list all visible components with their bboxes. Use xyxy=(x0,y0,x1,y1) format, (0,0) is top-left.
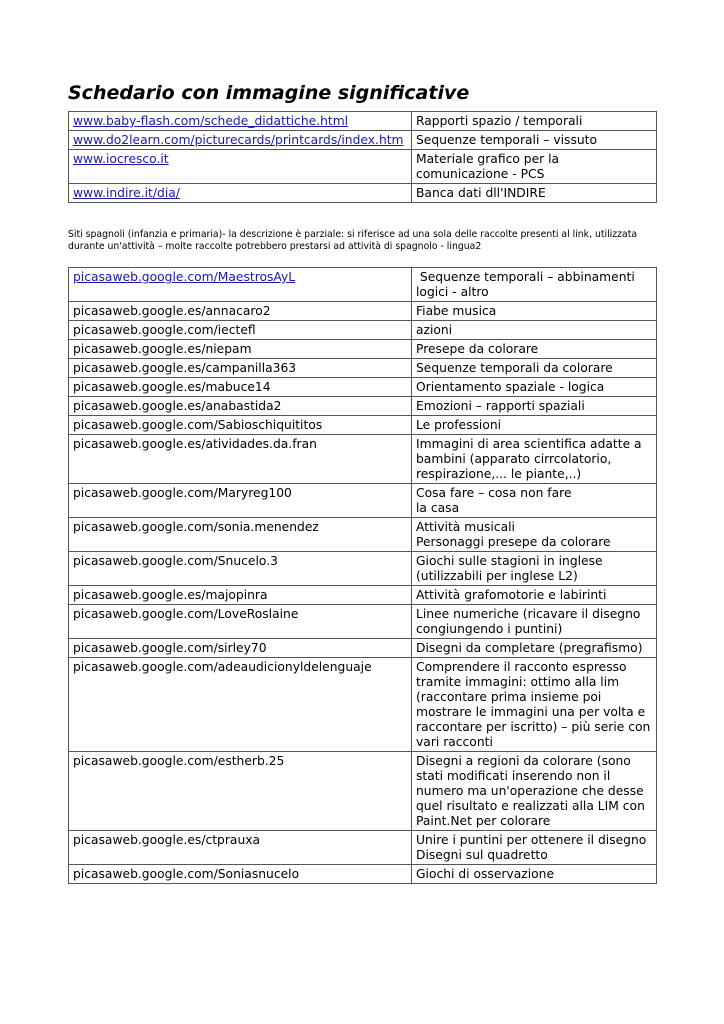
description-text: Comprendere il racconto espresso tramite immagini: ottimo alla lim (raccontare prima insieme poi mostrare le immagini una per volta e raccontare per iscritto) – più serie con vari racconti xyxy=(416,660,655,749)
description-text: Fiabe musica xyxy=(416,304,497,318)
site-link[interactable]: picasaweb.google.es/niepam xyxy=(73,342,252,356)
description-text: Immagini di area scientifica adatte a bambini (apparato cirrcolatorio, respirazione,... le piante,..) xyxy=(416,437,646,481)
page-title: Schedario con immagine significative xyxy=(68,82,470,104)
description-cell xyxy=(412,435,657,484)
description-text: Sequenze temporali – vissuto xyxy=(416,133,597,147)
site-link[interactable]: picasaweb.google.com/Sabioschiquititos xyxy=(73,418,323,432)
table-row xyxy=(69,150,657,184)
description-text: Disegni a regioni da colorare (sono stati modificati inserendo non il numero ma un'operazione che desse quel risultato e realizzati alla LIM con Paint.Net per colorare xyxy=(416,754,649,828)
link-cell xyxy=(69,639,412,658)
description-cell xyxy=(412,639,657,658)
table-row xyxy=(69,831,657,865)
link-cell xyxy=(69,268,412,302)
picasa-albums-table xyxy=(68,267,657,884)
description-text: Sequenze temporali da colorare xyxy=(416,361,613,375)
site-link[interactable]: picasaweb.google.es/anabastida2 xyxy=(73,399,282,413)
description-cell xyxy=(412,518,657,552)
description-cell xyxy=(412,397,657,416)
description-cell xyxy=(412,586,657,605)
description-cell xyxy=(412,302,657,321)
description-cell xyxy=(412,831,657,865)
site-link[interactable]: picasaweb.google.com/adeaudicionyldelenguaje xyxy=(73,660,372,674)
description-cell xyxy=(412,484,657,518)
site-link[interactable]: picasaweb.google.es/campanilla363 xyxy=(73,361,297,375)
table-row xyxy=(69,752,657,831)
table-row xyxy=(69,302,657,321)
table-row xyxy=(69,397,657,416)
description-text: Giochi di osservazione xyxy=(416,867,555,881)
description-cell xyxy=(412,340,657,359)
description-text: Presepe da colorare xyxy=(416,342,539,356)
site-link[interactable]: www.indire.it/dia/ xyxy=(73,186,180,200)
site-link[interactable]: picasaweb.google.com/estherb.25 xyxy=(73,754,285,768)
description-cell xyxy=(412,752,657,831)
link-cell xyxy=(69,321,412,340)
description-cell xyxy=(412,378,657,397)
link-cell xyxy=(69,865,412,884)
description-cell xyxy=(412,131,657,150)
description-cell xyxy=(412,658,657,752)
table-row xyxy=(69,865,657,884)
site-link[interactable]: picasaweb.google.es/mabuce14 xyxy=(73,380,271,394)
link-cell xyxy=(69,397,412,416)
description-text: Giochi sulle stagioni in inglese (utilizzabili per inglese L2) xyxy=(416,554,607,583)
description-text: Banca dati dll'INDIRE xyxy=(416,186,546,200)
table-row xyxy=(69,321,657,340)
table-row xyxy=(69,184,657,203)
link-cell xyxy=(69,605,412,639)
link-cell xyxy=(69,131,412,150)
description-cell xyxy=(412,150,657,184)
table-row xyxy=(69,112,657,131)
link-cell xyxy=(69,752,412,831)
description-cell xyxy=(412,416,657,435)
description-cell xyxy=(412,112,657,131)
description-cell xyxy=(412,184,657,203)
site-link[interactable]: picasaweb.google.com/Maryreg100 xyxy=(73,486,292,500)
description-text: Disegni da completare (pregrafismo) xyxy=(416,641,643,655)
table-row xyxy=(69,359,657,378)
table-row xyxy=(69,639,657,658)
site-link[interactable]: picasaweb.google.com/Snucelo.3 xyxy=(73,554,278,568)
site-link[interactable]: www.iocresco.it xyxy=(73,152,169,166)
websites-table xyxy=(68,111,657,203)
site-link[interactable]: picasaweb.google.com/sonia.menendez xyxy=(73,520,319,534)
site-link[interactable]: picasaweb.google.com/sirley70 xyxy=(73,641,267,655)
site-link[interactable]: picasaweb.google.com/MaestrosAyL xyxy=(73,270,296,284)
description-text-line2: la casa xyxy=(416,501,460,515)
site-link[interactable]: picasaweb.google.es/ctprauxa xyxy=(73,833,261,847)
site-link[interactable]: picasaweb.google.com/iectefl xyxy=(73,323,256,337)
site-link[interactable]: picasaweb.google.com/Soniasnucelo xyxy=(73,867,300,881)
description-text: Materiale grafico per la comunicazione - PCS xyxy=(416,152,563,181)
link-cell xyxy=(69,184,412,203)
table-row xyxy=(69,416,657,435)
description-text: Rapporti spazio / temporali xyxy=(416,114,583,128)
link-cell xyxy=(69,150,412,184)
description-cell xyxy=(412,865,657,884)
link-cell xyxy=(69,359,412,378)
link-cell xyxy=(69,112,412,131)
link-cell xyxy=(69,552,412,586)
link-cell xyxy=(69,378,412,397)
description-text: Sequenze temporali – abbinamenti logici - altro xyxy=(416,270,639,299)
table-row xyxy=(69,435,657,484)
description-text-line2: Disegni sul quadretto xyxy=(416,848,548,862)
table-row xyxy=(69,658,657,752)
site-link[interactable]: picasaweb.google.es/majopinra xyxy=(73,588,268,602)
description-cell xyxy=(412,321,657,340)
description-text: Le professioni xyxy=(416,418,502,432)
table-row xyxy=(69,605,657,639)
site-link[interactable]: www.baby-flash.com/schede_didattiche.html xyxy=(73,114,349,128)
site-link[interactable]: picasaweb.google.es/annacaro2 xyxy=(73,304,271,318)
description-text: Attività grafomotorie e labirinti xyxy=(416,588,607,602)
description-cell xyxy=(412,359,657,378)
link-cell xyxy=(69,302,412,321)
link-cell xyxy=(69,435,412,484)
description-text: Unire i puntini per ottenere il disegno xyxy=(416,833,647,847)
description-text: Emozioni – rapporti spaziali xyxy=(416,399,585,413)
link-cell xyxy=(69,518,412,552)
description-cell xyxy=(412,268,657,302)
link-cell xyxy=(69,658,412,752)
description-cell xyxy=(412,552,657,586)
description-text: Cosa fare – cosa non fare xyxy=(416,486,572,500)
site-link[interactable]: picasaweb.google.es/atividades.da.fran xyxy=(73,437,317,451)
table-row xyxy=(69,378,657,397)
description-cell xyxy=(412,605,657,639)
spanish-sites-note: Siti spagnoli (infanzia e primaria)- la descrizione è parziale: si riferisce ad una sola delle raccolte presenti al link, utilizzata durante un'attività – molte raccolte potrebbero prestarsi ad attività di spagnolo - lingua2 xyxy=(68,229,638,252)
table-row xyxy=(69,518,657,552)
link-cell xyxy=(69,340,412,359)
table-row xyxy=(69,268,657,302)
table-row xyxy=(69,552,657,586)
table-row xyxy=(69,131,657,150)
link-cell xyxy=(69,484,412,518)
site-link[interactable]: picasaweb.google.com/LoveRoslaine xyxy=(73,607,299,621)
description-text: Orientamento spaziale - logica xyxy=(416,380,605,394)
table-row xyxy=(69,340,657,359)
link-cell xyxy=(69,416,412,435)
link-cell xyxy=(69,586,412,605)
site-link[interactable]: www.do2learn.com/picturecards/printcards/index.htm xyxy=(73,133,404,147)
description-text: Linee numeriche (ricavare il disegno congiungendo i puntini) xyxy=(416,607,645,636)
description-text-line2: Personaggi presepe da colorare xyxy=(416,535,611,549)
description-text: azioni xyxy=(416,323,453,337)
table-row xyxy=(69,586,657,605)
link-cell xyxy=(69,831,412,865)
description-text: Attività musicali xyxy=(416,520,515,534)
table-row xyxy=(69,484,657,518)
